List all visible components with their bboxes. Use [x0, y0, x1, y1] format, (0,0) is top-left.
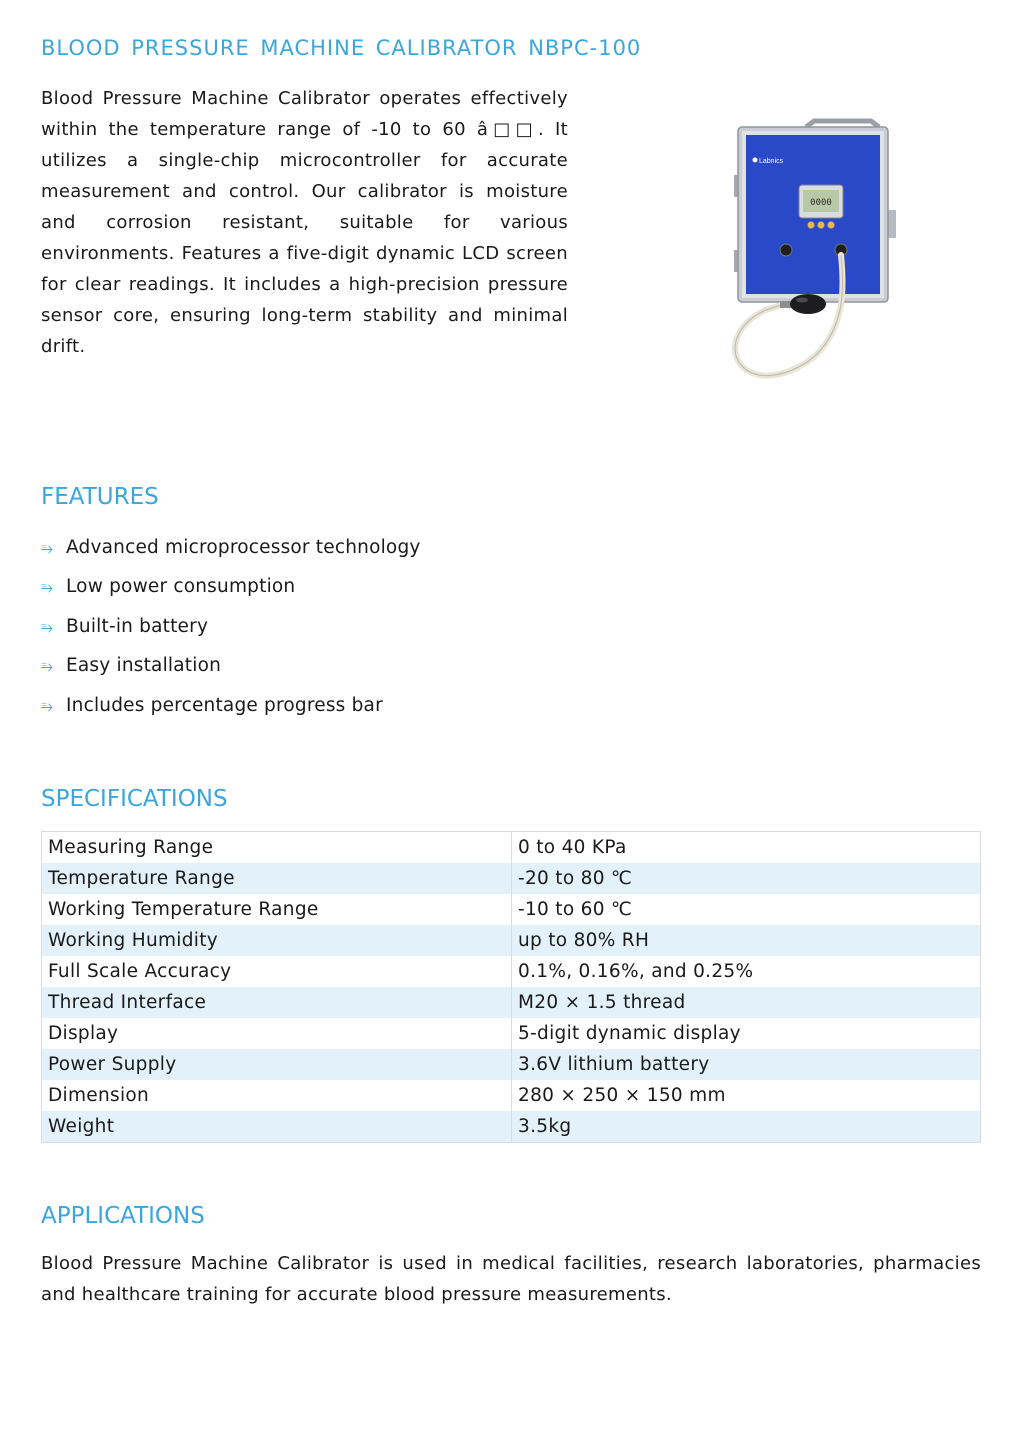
table-row — [42, 956, 981, 987]
double-arrow-icon: ⥱ — [41, 617, 54, 636]
spec-value: 0 to 40 KPa — [512, 832, 981, 864]
spec-label: Working Humidity — [42, 925, 512, 956]
device-button-2 — [818, 222, 825, 229]
feature-text: Advanced microprocessor technology — [66, 536, 421, 558]
spec-label: Weight — [42, 1111, 512, 1143]
spec-label: Dimension — [42, 1080, 512, 1111]
spec-value: up to 80% RH — [512, 925, 981, 956]
spec-value: 3.6V lithium battery — [512, 1049, 981, 1080]
table-row — [42, 925, 981, 956]
spec-label: Full Scale Accuracy — [42, 956, 512, 987]
double-arrow-icon: ⥱ — [41, 696, 54, 715]
list-item — [41, 528, 421, 568]
applications-paragraph: Blood Pressure Machine Calibrator is used in medical facilities, research laboratories, pharmacies and healthcare training for accurate blood pressure measurements. — [41, 1253, 981, 1305]
table-row — [42, 1080, 981, 1111]
intro-paragraph: Blood Pressure Machine Calibrator operates effectively within the temperature range of -10 to 60 â□□. It utilizes a single-chip microcontroller for accurate measurement and control. Our calibrator is moisture and corrosion resistant, suitable for various environments. Features a five-digit dynamic LCD screen for clear readings. It includes a high-precision pressure sensor core, ensuring long-term stability and minimal drift. — [41, 88, 568, 357]
inflation-bulb — [790, 294, 826, 314]
port-left — [780, 244, 792, 256]
device-button-3 — [828, 222, 835, 229]
table-row — [42, 832, 981, 864]
feature-text: Built-in battery — [66, 615, 209, 637]
spec-value: 5-digit dynamic display — [512, 1018, 981, 1049]
table-row — [42, 863, 981, 894]
spec-value: 3.5kg — [512, 1111, 981, 1143]
spec-value: M20 × 1.5 thread — [512, 987, 981, 1018]
table-row — [42, 987, 981, 1018]
spec-value: 0.1%, 0.16%, and 0.25% — [512, 956, 981, 987]
device-button-1 — [808, 222, 815, 229]
spec-value: 280 × 250 × 150 mm — [512, 1080, 981, 1111]
table-row — [42, 894, 981, 925]
feature-text: Includes percentage progress bar — [66, 694, 383, 716]
double-arrow-icon: ⥱ — [41, 657, 54, 676]
table-row — [42, 1049, 981, 1080]
spec-label: Temperature Range — [42, 863, 512, 894]
spec-label: Working Temperature Range — [42, 894, 512, 925]
list-item — [41, 607, 421, 647]
page-title: BLOOD PRESSURE MACHINE CALIBRATOR NBPC-100 — [41, 36, 642, 60]
specifications-table — [41, 831, 981, 1143]
spec-label: Power Supply — [42, 1049, 512, 1080]
double-arrow-icon: ⥱ — [41, 538, 54, 557]
spec-label: Thread Interface — [42, 987, 512, 1018]
table-row — [42, 1111, 981, 1143]
brand-label: Labnics — [759, 158, 784, 165]
table-row — [42, 1018, 981, 1049]
spec-label: Measuring Range — [42, 832, 512, 864]
spec-value: -20 to 80 ℃ — [512, 863, 981, 894]
case-handle — [806, 121, 879, 127]
features-heading: FEATURES — [41, 484, 159, 510]
specifications-heading: SPECIFICATIONS — [41, 786, 228, 812]
list-item — [41, 647, 421, 687]
applications-heading: APPLICATIONS — [41, 1203, 205, 1229]
product-image — [696, 115, 916, 390]
list-item — [41, 568, 421, 608]
bulb-highlight — [796, 298, 808, 303]
brand-logo-icon — [753, 158, 758, 163]
features-list — [41, 528, 421, 726]
list-item — [41, 686, 421, 726]
lcd-reading: 0000 — [810, 198, 832, 208]
spec-value: -10 to 60 ℃ — [512, 894, 981, 925]
feature-text: Low power consumption — [66, 576, 296, 598]
feature-text: Easy installation — [66, 655, 222, 677]
spec-label: Display — [42, 1018, 512, 1049]
double-arrow-icon: ⥱ — [41, 578, 54, 597]
